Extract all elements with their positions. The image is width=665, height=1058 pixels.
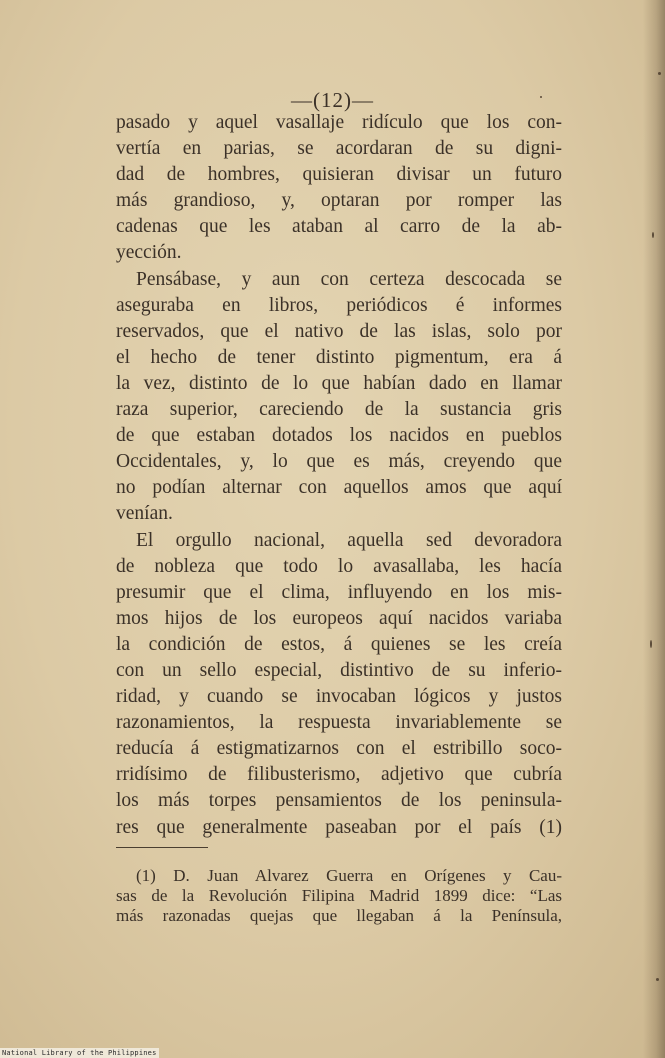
- speck: [540, 96, 542, 98]
- body-line-10: el hecho de tener distinto pigmentum, era á: [116, 346, 562, 368]
- body-line-1: pasado y aquel vasallaje ridículo que los con-: [116, 112, 562, 133]
- body-line-12: raza superior, careciendo de la sustancia gris: [116, 399, 562, 421]
- body-line-7: Pensábase, y aun con certeza descocada se: [136, 268, 562, 290]
- body-line-24: razonamientos, la respuesta invariablemente se: [116, 712, 562, 734]
- body-line-6: yección.: [116, 242, 182, 264]
- body-line-4: más grandioso, y, optaran por romper las: [116, 190, 562, 212]
- body-line-23: ridad, y cuando se invocaban lógicos y justos: [116, 686, 562, 708]
- body-line-27: los más torpes pensamientos de los peninsula-: [116, 790, 562, 812]
- footnote-line-2: sas de la Revolución Filipina Madrid 1899 dice: “Las: [116, 886, 562, 905]
- body-line-21: la condición de estos, á quienes se les creía: [116, 633, 562, 655]
- speck: [656, 978, 659, 981]
- page-number: —(12)—: [291, 88, 374, 112]
- speck: [650, 640, 652, 648]
- body-line-11: la vez, distinto de lo que habían dado en llamar: [116, 372, 562, 394]
- footnote-divider: [116, 847, 208, 848]
- body-line-5: cadenas que les ataban al carro de la ab-: [116, 216, 562, 238]
- body-line-19: presumir que el clima, influyendo en los mis-: [116, 581, 562, 603]
- body-line-15: no podían alternar con aquellos amos que aquí: [116, 477, 562, 499]
- library-credit: National Library of the Philippines: [2, 1049, 157, 1057]
- body-line-18: de nobleza que todo lo avasallaba, les hacía: [116, 555, 562, 577]
- body-line-28: res que generalmente paseaban por el país (1): [116, 816, 562, 838]
- body-line-2: vertía en parias, se acordaran de su digni-: [116, 138, 562, 160]
- body-line-17: El orgullo nacional, aquella sed devoradora: [136, 529, 562, 551]
- footnote-line-3: más razonadas quejas que llegaban á la Península,: [116, 906, 562, 925]
- body-line-16: venían.: [116, 503, 173, 525]
- body-line-26: rridísimo de filibusterismo, adjetivo que cubría: [116, 764, 562, 786]
- body-line-14: Occidentales, y, lo que es más, creyendo que: [116, 451, 562, 473]
- body-line-20: mos hijos de los europeos aquí nacidos variaba: [116, 607, 562, 629]
- body-line-25: reducía á estigmatizarnos con el estribillo soco-: [116, 738, 562, 760]
- footnote-line-1: (1) D. Juan Alvarez Guerra en Orígenes y Cau-: [136, 866, 562, 885]
- speck: [652, 232, 654, 238]
- footnote: [116, 866, 562, 926]
- page-gutter-shadow: [643, 0, 665, 1058]
- body-line-13: de que estaban dotados los nacidos en pueblos: [116, 425, 562, 447]
- body-line-8: aseguraba en libros, periódicos é informes: [116, 294, 562, 316]
- body-line-22: con un sello especial, distintivo de su inferio-: [116, 659, 562, 681]
- speck: [658, 72, 661, 75]
- body-text: [116, 110, 562, 841]
- body-line-9: reservados, que el nativo de las islas, solo por: [116, 320, 562, 342]
- body-line-3: dad de hombres, quisieran divisar un futuro: [116, 164, 562, 186]
